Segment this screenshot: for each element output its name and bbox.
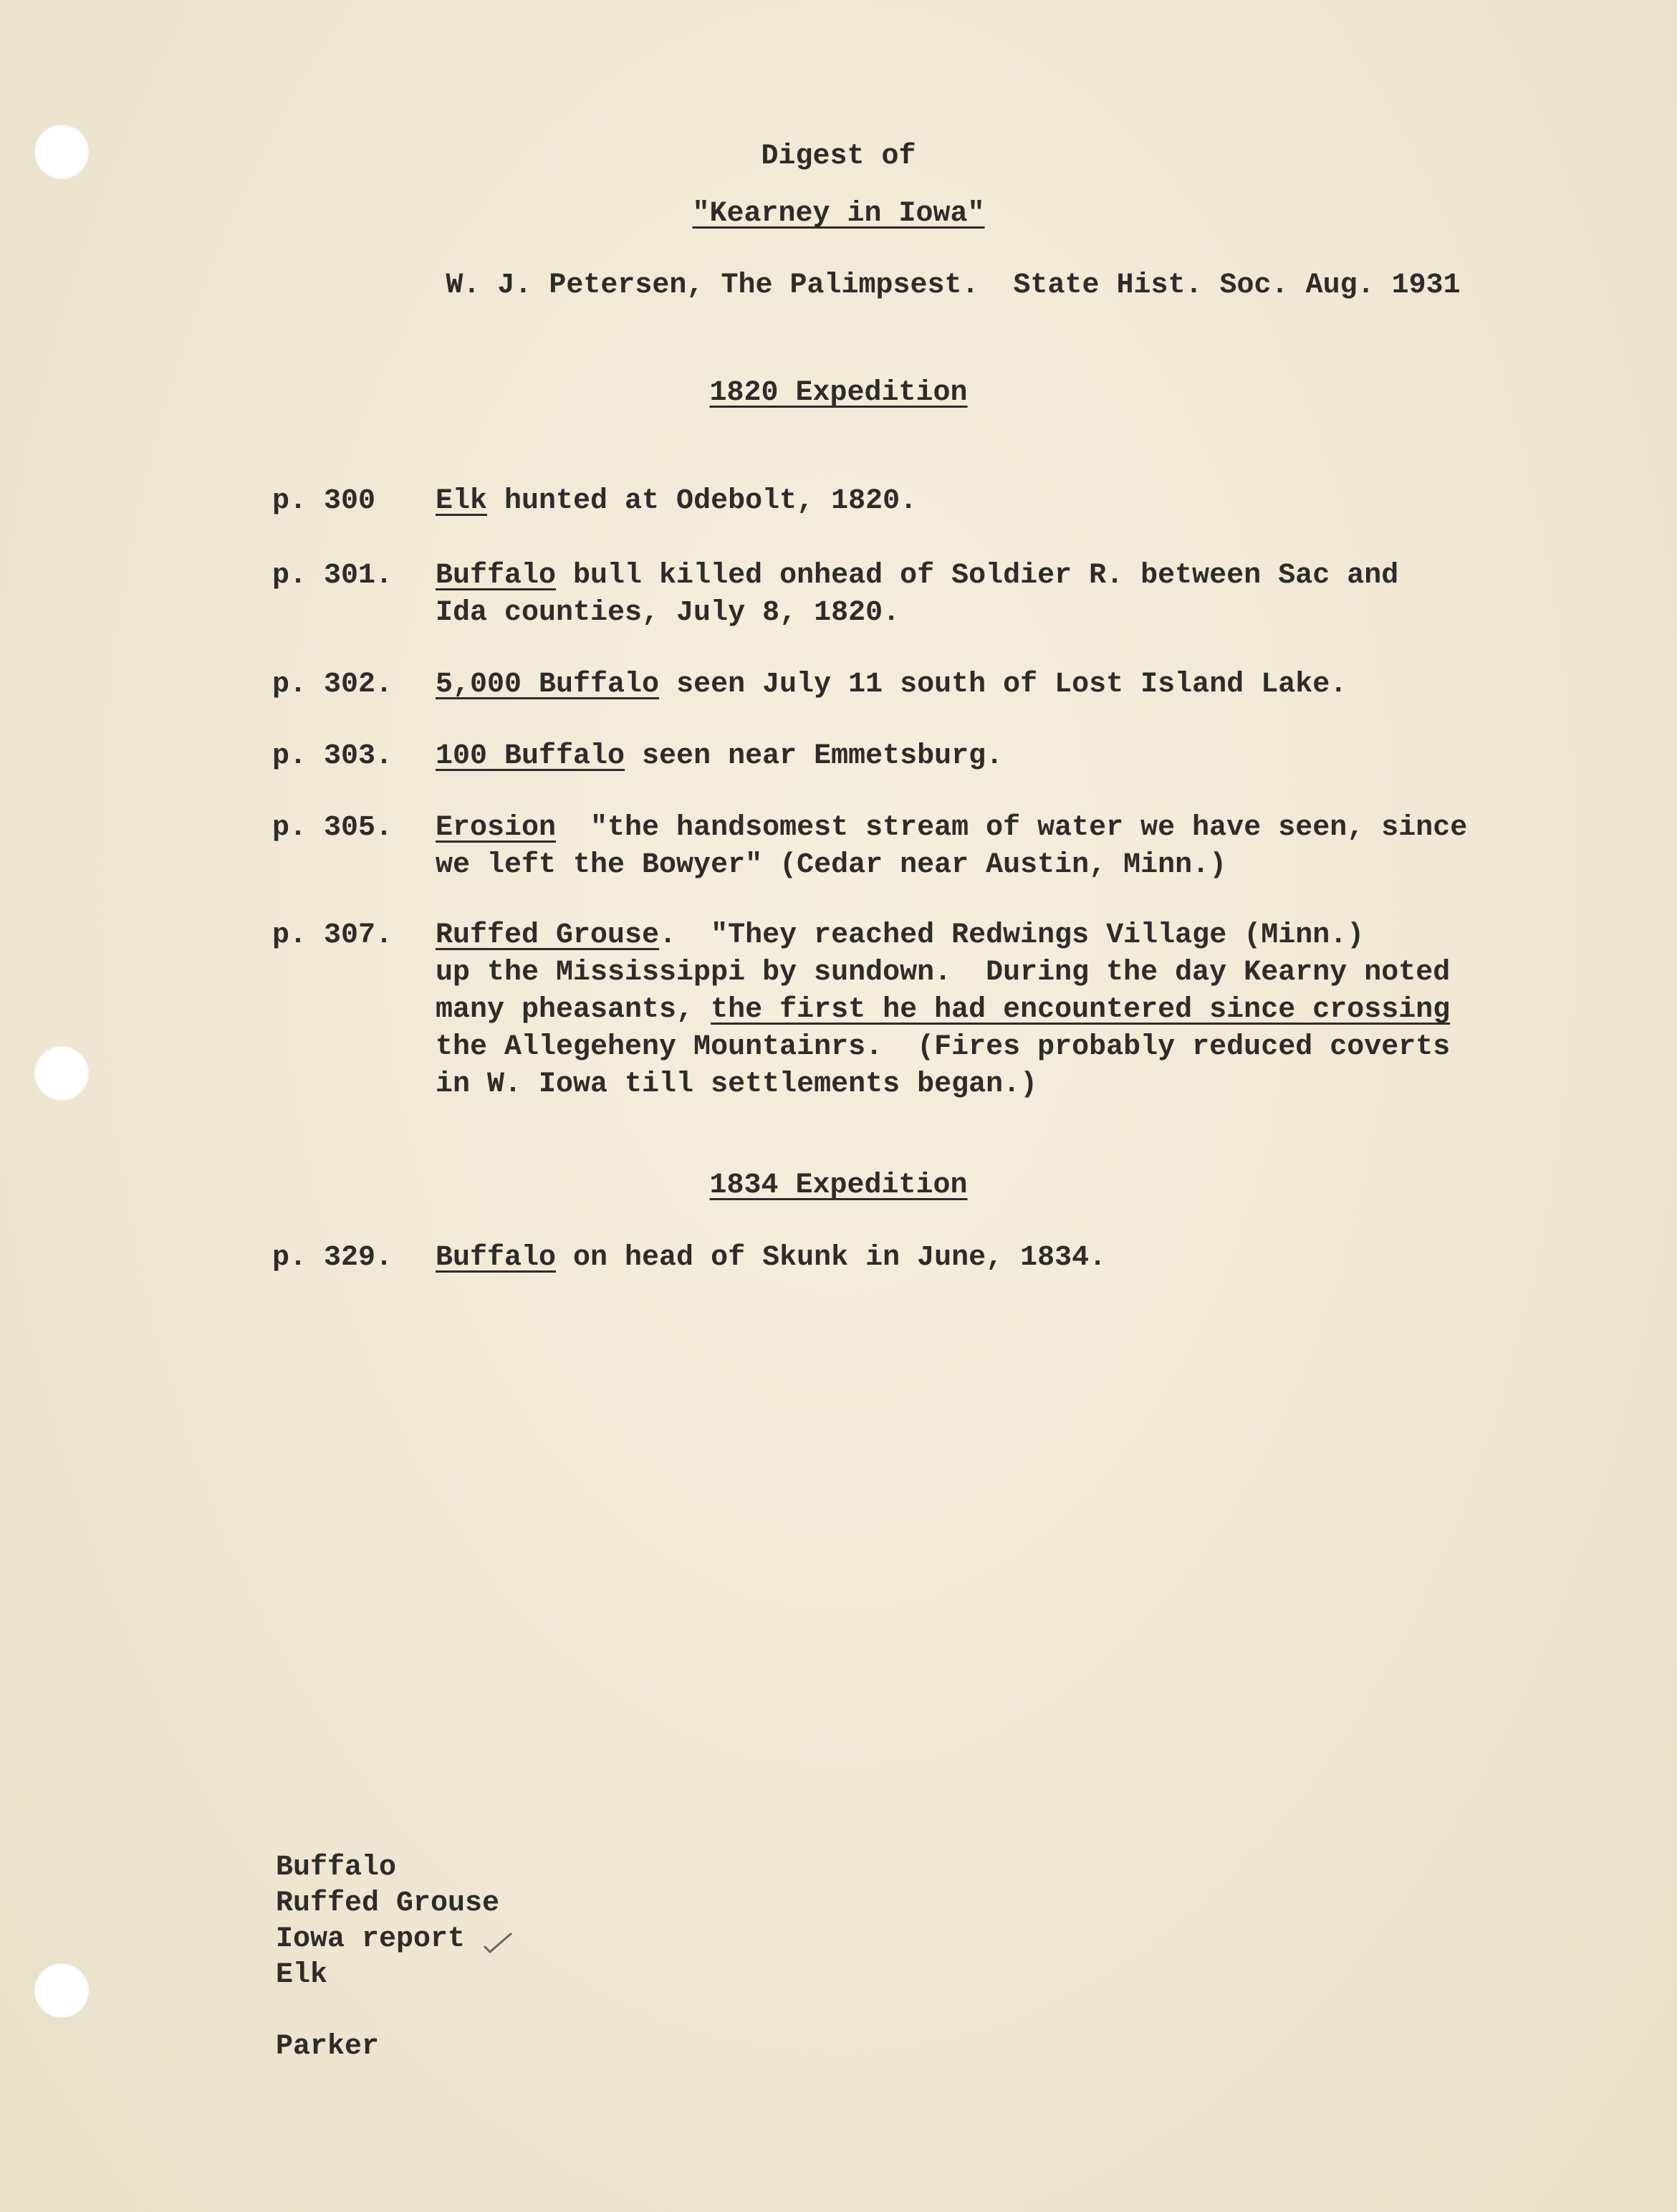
entry-keyword: Elk: [436, 485, 488, 517]
underlined-phrase: the first he had encountered since crossing: [711, 994, 1451, 1026]
entry-line: bull killed onhead of Soldier R. between Sac and: [556, 560, 1399, 592]
page-number: p. 302.: [272, 669, 393, 701]
page-number: p. 307.: [272, 919, 393, 952]
entry-text: [436, 483, 1553, 520]
page-number: p. 301.: [272, 560, 393, 592]
entry-line: "the handsomest stream of water we have seen, since: [556, 812, 1468, 844]
page-number: p. 305.: [272, 812, 393, 844]
entry-line: up the Mississippi by sundown. During the day Kearny noted: [436, 957, 1451, 989]
punch-hole: [34, 1963, 89, 2018]
section-title-text: 1834 Expedition: [709, 1169, 968, 1202]
entry-line: seen near Emmetsburg.: [625, 740, 1004, 772]
section-title: [0, 1169, 1677, 1202]
entry-keyword: Buffalo: [436, 560, 557, 592]
entry-text: [436, 917, 1553, 1103]
author-name: Parker: [276, 2031, 380, 2063]
entry-line: in W. Iowa till settlements began.): [436, 1068, 1038, 1101]
entry-line: hunted at Odebolt, 1820.: [487, 485, 918, 517]
entry-line: . "They reached Redwings Village (Minn.): [659, 919, 1365, 952]
punch-hole: [34, 1046, 89, 1101]
subject-tag: Iowa report: [276, 1923, 466, 1955]
subject-tag: Ruffed Grouse: [276, 1887, 500, 1920]
entry-line: on head of Skunk in June, 1834.: [556, 1242, 1107, 1274]
entry-text: [436, 738, 1553, 775]
subject-tag: Buffalo: [276, 1852, 397, 1884]
page-number: p. 300: [272, 485, 376, 517]
article-title: [0, 198, 1677, 230]
entry-text: [436, 810, 1553, 884]
article-title-text: "Kearney in Iowa": [692, 198, 985, 230]
entry-keyword: 100 Buffalo: [436, 740, 625, 772]
entry-line: the Allegeheny Mountainrs. (Fires probably reduced coverts: [436, 1031, 1451, 1063]
section-title-text: 1820 Expedition: [709, 377, 968, 409]
page-number: p. 329.: [272, 1242, 393, 1274]
entry-line: seen July 11 south of Lost Island Lake.: [659, 669, 1347, 701]
entry-keyword: Ruffed Grouse: [436, 919, 660, 952]
entry-line: Ida counties, July 8, 1820.: [436, 597, 900, 629]
subject-tag: Elk: [276, 1959, 328, 1991]
entry-line: we left the Bowyer" (Cedar near Austin, Minn.): [436, 849, 1227, 881]
entry-text: [436, 1240, 1553, 1277]
checkmark-icon: [481, 1929, 514, 1958]
page-number: p. 303.: [272, 740, 393, 772]
entry-text: [436, 666, 1553, 704]
entry-line: many pheasants,: [436, 994, 711, 1026]
section-title: [0, 377, 1677, 409]
entry-keyword: 5,000 Buffalo: [436, 669, 660, 701]
entry-keyword: Erosion: [436, 812, 557, 844]
digest-heading: Digest of: [761, 140, 916, 173]
citation: W. J. Petersen, The Palimpsest. State Hist. Soc. Aug. 1931: [446, 269, 1461, 302]
entry-keyword: Buffalo: [436, 1242, 557, 1274]
entry-text: [436, 557, 1553, 632]
